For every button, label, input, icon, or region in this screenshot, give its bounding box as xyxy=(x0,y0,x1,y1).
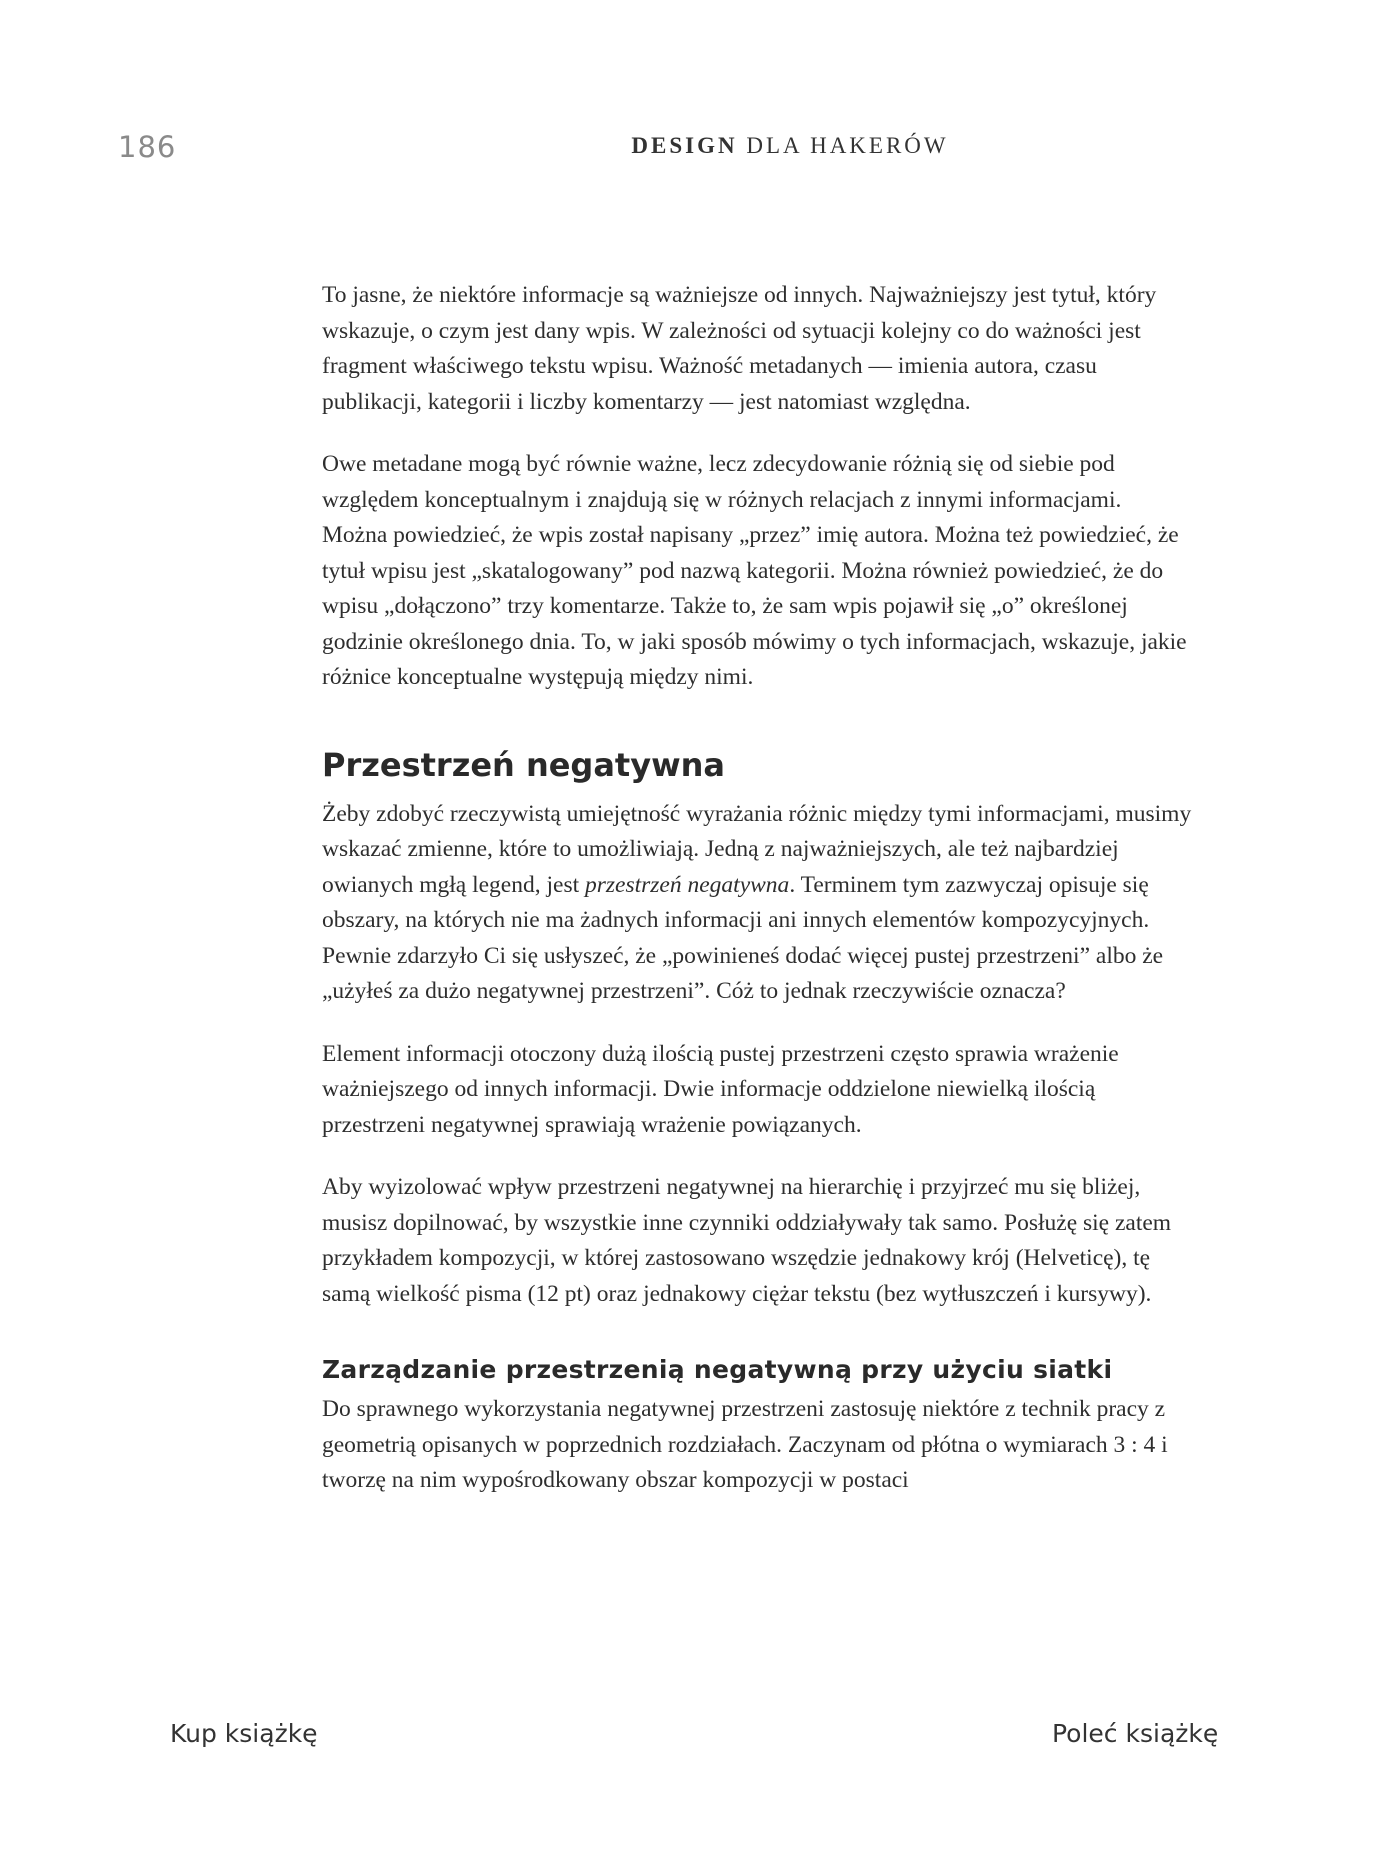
paragraph-5: Aby wyizolować wpływ przestrzeni negatywnej na hierarchię i przyjrzeć mu się bliżej, musisz dopilnować, by wszystkie inne czynniki oddziaływały tak samo. Posłużę się zatem przykładem kompozycji, w której zastosowano wszędzie jednakowy krój (Helveticę), tę samą wielkość pisma (12 pt) oraz jednakowy ciężar tekstu (bez wytłuszczeń i kursywy). xyxy=(322,1174,1172,1307)
subsection-heading: Zarządzanie przestrzenią negatywną przy użyciu siatki xyxy=(322,1355,1113,1384)
paragraph-3-italic: przestrzeń negatywna xyxy=(585,871,790,898)
paragraph-4: Element informacji otoczony dużą ilością pustej przestrzeni często sprawia wrażenie ważniejszego od innych informacji. Dwie informacje oddzielone niewielką ilością przestrzeni negatywnej sprawiają wrażenie powiązanych. xyxy=(322,1040,1119,1138)
running-head xyxy=(540,133,1040,159)
buy-book-link[interactable]: Kup książkę xyxy=(170,1719,318,1748)
paragraph-1: To jasne, że niektóre informacje są ważniejsze od innych. Najważniejszy jest tytuł, który wskazuje, o czym jest dany wpis. W zależności od sytuacji kolejny co do ważności jest fragment właściwego tekstu wpisu. Ważność metadanych — imienia autora, czasu publikacji, kategorii i liczby komentarzy — jest natomiast względna. xyxy=(322,282,1157,415)
paragraph-6: Do sprawnego wykorzystania negatywnej przestrzeni zastosuję niektóre z technik pracy z geometrią opisanych w poprzednich rozdziałach. Zaczynam od płótna o wymiarach 3 : 4 i tworzę na nim wypośrodkowany obszar kompozycji w postaci xyxy=(322,1396,1168,1493)
page-number: 186 xyxy=(118,130,177,164)
recommend-book-link[interactable]: Poleć książkę xyxy=(1052,1719,1219,1748)
paragraph-3-end: . Terminem tym zazwyczaj opisuje się obszary, na których nie ma żadnych informacji ani innych elementów kompozycyjnych. Pewnie zdarzyło Ci się usłyszeć, że „powinieneś dodać więcej pustej przestrzeni” albo że „użyłeś za dużo negatywnej przestrzeni”. Cóż to jednak rzeczywiście oznacza? xyxy=(322,871,1164,1004)
running-head-rest: DLA HAKERÓW xyxy=(746,133,949,158)
paragraph-2: Owe metadane mogą być równie ważne, lecz zdecydowanie różnią się od siebie pod względem konceptualnym i znajdują się w różnych relacjach z innymi informacjami. Można powiedzieć, że wpis został napisany „przez” imię autora. Można też powiedzieć, że tytuł wpisu jest „skatalogowany” pod nazwą kategorii. Można również powiedzieć, że do wpisu „dołączono” trzy komentarze. Także to, że sam wpis pojawił się „o” określonej godzinie określonego dnia. To, w jaki sposób mówimy o tych informacjach, wskazuje, jakie różnice konceptualne występują między nimi. xyxy=(322,451,1187,690)
paragraph-3 xyxy=(322,797,1192,1010)
page-content xyxy=(322,278,1192,1526)
paragraph-3-start: Żeby zdobyć rzeczywistą umiejętność wyrażania różnic między tymi informacjami, musimy wskazać zmienne, które to umożliwiają. Jedną z najważniejszych, ale też najbardziej owianych mgłą legend, jest xyxy=(322,800,1192,898)
running-head-bold: DESIGN xyxy=(631,133,738,158)
section-heading: Przestrzeń negatywna xyxy=(322,745,726,784)
